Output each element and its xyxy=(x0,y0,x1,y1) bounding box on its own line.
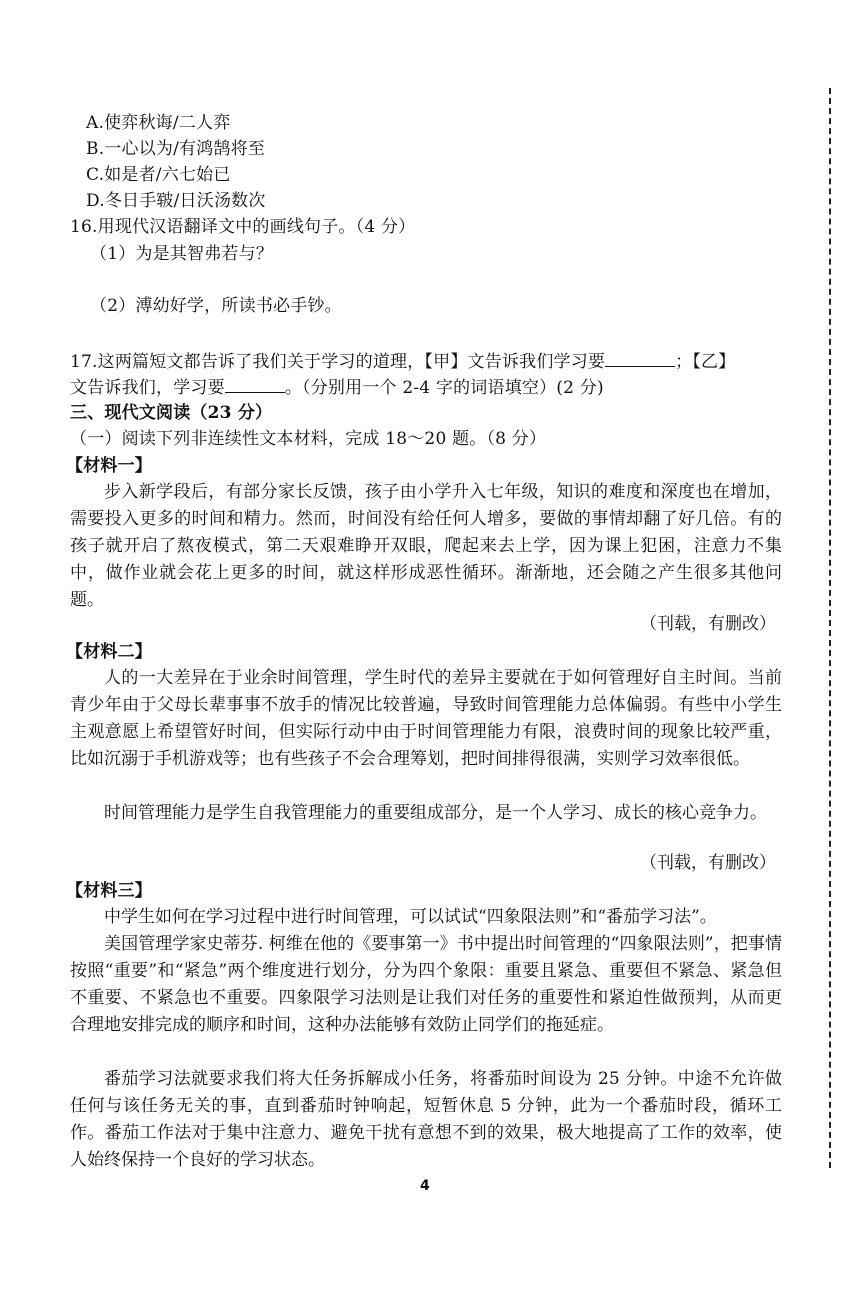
q16-stem: 16.用现代汉语翻译文中的画线句子。（4 分） xyxy=(70,217,416,237)
section-3-sub-1: （一）阅读下列非连续性文本材料，完成 18～20 题。（8 分） xyxy=(70,429,547,449)
material-2-title: 【材料二】 xyxy=(66,642,152,662)
q17-blank-yi[interactable] xyxy=(225,376,285,393)
q16-sentence-1: （1）为是其智弗若与？ xyxy=(90,244,274,264)
material-1-paragraph: 步入新学段后，有部分家长反馈，孩子由小学升入七年级，知识的难度和深度也在增加，需要投入更多的时间和精力。然而，时间没有给任何人增多，要做的事情却翻了好几倍。有的孩子就开启了熬夜模式，第二天艰难睁开双眼，爬起来去上学，因为课上犯困，注意力不集中，做作业就会花上更多的时间，就这样形成恶性循环。渐渐地，还会随之产生很多其他问题。 xyxy=(70,482,782,610)
q16-sentence-2: （2）溥幼好学，所读书必手钞。 xyxy=(90,296,342,316)
q15-option-b: B.一心以为/有鸿鹄将至 xyxy=(86,139,266,159)
q17-text-2: ；【乙】 xyxy=(675,352,736,372)
q15-option-d: D.冬日手皲/日沃汤数次 xyxy=(86,191,266,211)
material-3-paragraph-3: 番茄学习法就要求我们将大任务拆解成小任务，将番茄时间设为 25 分钟。中途不允许做任何与该任务无关的事，直到番茄时钟响起，短暂休息 5 分钟，此为一个番茄时段，循环工作。番茄工作法对于集中注意力、避免干扰有意想不到的效果，极大地提高了工作的效率，使人始终保持一个良好的学习状态。 xyxy=(70,1069,782,1170)
material-2-source: （刊载，有删改） xyxy=(640,853,776,873)
q17-line-1 xyxy=(70,350,735,373)
q15-option-a: A.使弈秋诲/二人弈 xyxy=(86,113,231,133)
page-number: 4 xyxy=(420,1178,430,1194)
material-1-source: （刊载，有删改） xyxy=(640,614,776,634)
q17-text-1: 17.这两篇短文都告诉了我们关于学习的道理，【甲】文告诉我们学习要 xyxy=(70,352,606,372)
material-2-paragraph-2: 时间管理能力是学生自我管理能力的重要组成部分，是一个人学习、成长的核心竞争力。 xyxy=(104,803,767,823)
binding-dashed-line xyxy=(829,88,831,1168)
q17-text-4: 。（分别用一个 2-4 字的词语填空）(2 分) xyxy=(284,378,604,398)
material-3-paragraph-2: 美国管理学家史蒂芬. 柯维在他的《要事第一》书中提出时间管理的“四象限法则”，把事情按照“重要”和“紧急”两个维度进行划分，分为四个象限：重要且紧急、重要但不紧急、紧急但不重要、不紧急也不重要。四象限学习法则是让我们对任务的重要性和紧迫性做预判，从而更合理地安排完成的顺序和时间，这种办法能够有效防止同学们的拖延症。 xyxy=(70,934,782,1035)
q17-line-2 xyxy=(70,376,604,399)
q17-blank-jia[interactable] xyxy=(605,350,675,367)
q17-text-3: 文告诉我们，学习要 xyxy=(70,378,225,398)
section-3-title: 三、现代文阅读（23 分） xyxy=(70,403,273,423)
material-1-title: 【材料一】 xyxy=(66,456,152,476)
material-3-title: 【材料三】 xyxy=(66,881,152,901)
material-3-paragraph-1: 中学生如何在学习过程中进行时间管理，可以试试“四象限法则”和“番茄学习法”。 xyxy=(104,907,717,927)
material-2-paragraph-1: 人的一大差异在于业余时间管理，学生时代的差异主要就在于如何管理好自主时间。当前青少年由于父母长辈事事不放手的情况比较普遍，导致时间管理能力总体偏弱。有些中小学生主观意愿上希望管好时间，但实际行动中由于时间管理能力有限，浪费时间的现象比较严重，比如沉溺于手机游戏等；也有些孩子不会合理筹划，把时间排得很满，实则学习效率很低。 xyxy=(70,668,782,769)
q15-option-c: C.如是者/六七始已 xyxy=(86,165,231,185)
